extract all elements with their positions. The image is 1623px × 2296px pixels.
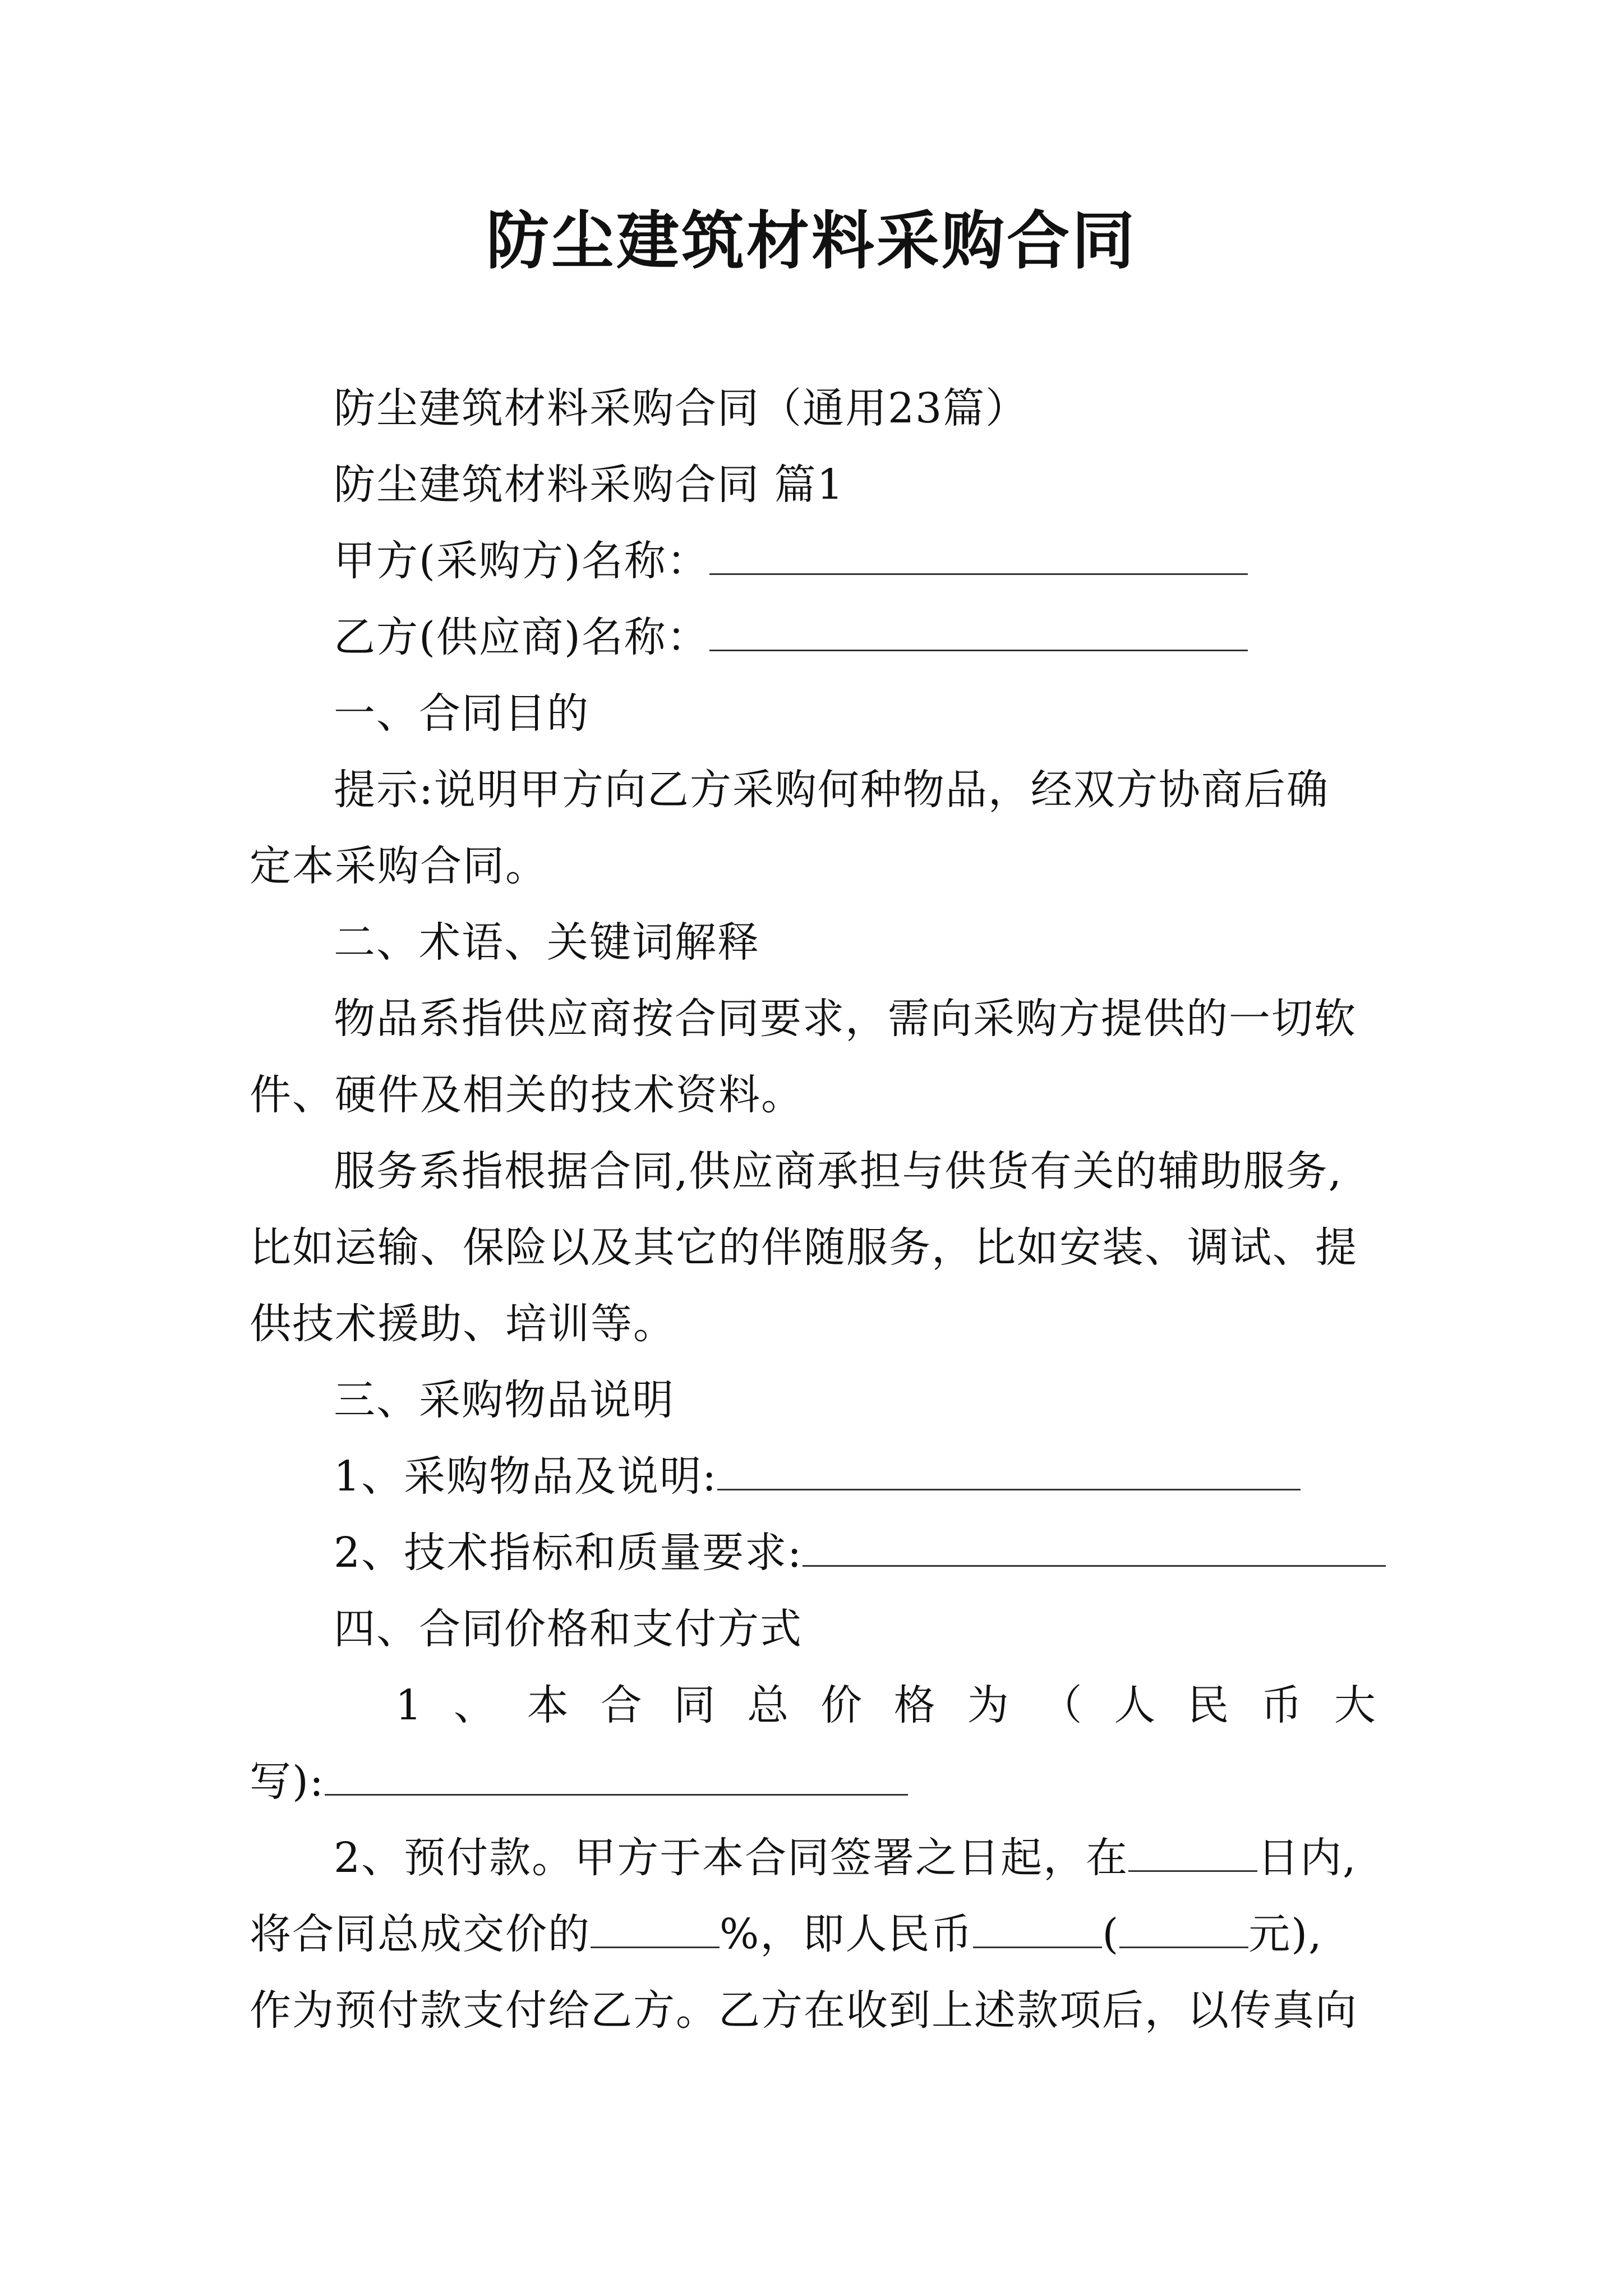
section-4-item-1-blank[interactable]: [325, 1757, 908, 1796]
section-4-item-2-line-3: 作为预付款支付给乙方。乙方在收到上述款项后，以传真向: [250, 1986, 1358, 2035]
section-2-para-1-line-2: 件、硬件及相关的技术资料。: [250, 1071, 804, 1119]
section-4-item-1-char: 人: [1114, 1681, 1157, 1729]
section-4-item-1-char: 价: [820, 1681, 864, 1729]
section-4-item-1-line-2: [250, 1743, 1377, 1820]
section-4-item-1-char: 格: [893, 1681, 937, 1729]
section-3-item-1: [250, 1438, 1377, 1515]
section-1-para-line-1: 提示:说明甲方向乙方采购何种物品，经双方协商后确: [334, 766, 1329, 814]
section-2-para-2-line-2: 比如运输、保险以及其它的伴随服务，比如安装、调试、提: [250, 1223, 1358, 1272]
section-4-item-1-char: 1: [395, 1681, 423, 1729]
document-title: 防尘建筑材料采购合同: [486, 204, 1137, 278]
section-1-title: 一、合同目的: [334, 689, 589, 738]
document-body: [250, 370, 1377, 2049]
section-4-title: 四、合同价格和支付方式: [334, 1605, 803, 1653]
party-a-blank[interactable]: [709, 536, 1248, 575]
section-4-item-1-char: 为: [967, 1681, 1010, 1729]
section-4-item-2-text-b: 日内,: [1257, 1834, 1357, 1882]
section-4-item-2-line-1: [250, 1820, 1377, 1896]
rmb-amount-blank[interactable]: [1119, 1910, 1248, 1948]
party-a-line: [250, 523, 1377, 599]
section-2-title: 二、术语、关键词解释: [334, 918, 760, 967]
days-blank[interactable]: [1128, 1833, 1257, 1872]
section-4-item-2-line-2: [250, 1896, 1377, 1972]
section-1-para-line-2: 定本采购合同。: [250, 842, 548, 890]
section-3-item-2-blank[interactable]: [803, 1528, 1386, 1567]
section-4-item-2-text-f: 元),: [1248, 1910, 1323, 1958]
percent-blank[interactable]: [591, 1910, 720, 1948]
section-4-item-1-char: （: [1040, 1681, 1083, 1729]
section-2-para-1-line-1: 物品系指供应商按合同要求，需向采购方提供的一切软: [334, 995, 1357, 1043]
party-b-label: 乙方(供应商)名称：: [334, 613, 709, 661]
party-b-blank[interactable]: [709, 613, 1248, 651]
section-4-item-1-char: 合: [600, 1681, 643, 1729]
section-4-item-1-label: 写):: [250, 1757, 325, 1806]
section-3-item-2-label: 2、技术指标和质量要求:: [334, 1529, 803, 1577]
party-a-label: 甲方(采购方)名称：: [334, 537, 709, 585]
section-2-para-2-line-3: 供技术援助、培训等。: [250, 1300, 676, 1348]
section-3-title: 三、采购物品说明: [334, 1376, 675, 1424]
rmb-upper-blank[interactable]: [973, 1910, 1102, 1948]
subtitle: 防尘建筑材料采购合同（通用23篇）: [334, 384, 1029, 432]
section-4-item-1-char: 民: [1187, 1681, 1230, 1729]
section-4-item-2-text-e: (: [1102, 1910, 1120, 1958]
section-4-item-1-line-1: [250, 1667, 1377, 1743]
section-4-item-1-char: 、: [453, 1681, 496, 1729]
section-4-item-1-char: 币: [1261, 1681, 1304, 1729]
section-4-item-1-char: 总: [747, 1681, 790, 1729]
section-heading: 防尘建筑材料采购合同 篇1: [334, 461, 845, 509]
section-3-item-1-label: 1、采购物品及说明:: [334, 1452, 718, 1501]
party-b-line: [250, 599, 1377, 675]
section-4-item-1-char: 本: [527, 1681, 570, 1729]
section-4-item-2-text-d: %，即人民币: [720, 1910, 974, 1958]
section-4-item-2-text-c: 将合同总成交价的: [250, 1910, 591, 1958]
section-2-para-2-line-1: 服务系指根据合同,供应商承担与供货有关的辅助服务,: [334, 1147, 1343, 1195]
section-4-item-2-text-a: 2、预付款。甲方于本合同签署之日起，在: [334, 1834, 1129, 1882]
section-4-item-1-char: 大: [1334, 1681, 1377, 1729]
section-3-item-2: [250, 1515, 1377, 1591]
section-3-item-1-blank[interactable]: [717, 1452, 1301, 1490]
section-4-item-1-char: 同: [674, 1681, 717, 1729]
